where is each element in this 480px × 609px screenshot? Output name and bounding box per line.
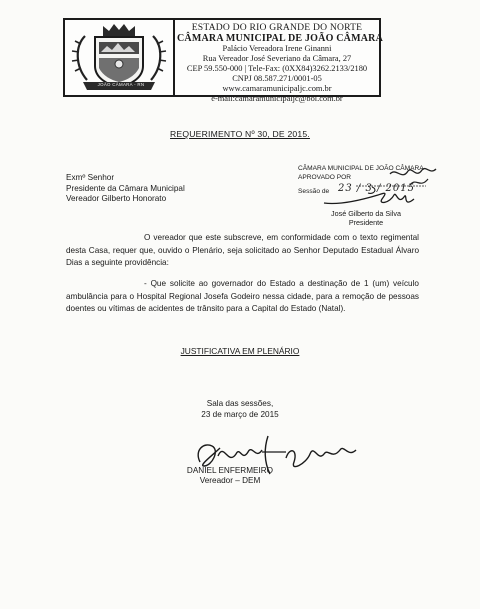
state-name: ESTADO DO RIO GRANDE DO NORTE [191, 22, 363, 33]
stamp-chamber: CÂMARA MUNICIPAL DE JOÃO CÂMARA [298, 165, 424, 172]
cnpj: CNPJ 08.587.271/0001-05 [232, 74, 322, 83]
letterhead-text [177, 22, 384, 104]
cep-phone: CEP 59.550-000 | Tele-Fax: (0XX84)3262.2133/2180 [186, 64, 368, 73]
addressee-line: Presidente da Câmara Municipal [66, 183, 185, 193]
request-paragraph: O vereador que este subscreve, em conformidade com o texto regimental desta Casa, requer que, ouvido o Plenário, seja solicitado ao Senhor Deputado Estadual Álvaro Dias a seguinte providência: [66, 233, 419, 267]
addressee-line: Vereador Gilberto Honorato [66, 194, 167, 203]
stamp-approved-label: APROVADO POR [298, 174, 352, 181]
closing-place: Sala das sessões, [206, 399, 274, 408]
signer-role: Vereador – DEM [199, 476, 261, 485]
stamp-session-date: 23 / 3 / 2015 [338, 183, 415, 194]
addressee-block [66, 173, 185, 205]
addressee-line: Exmº Senhor [66, 173, 115, 182]
chamber-name: CÂMARA MUNICIPAL DE JOÃO CÂMARA [177, 33, 384, 44]
palace-name: Palácio Vereadora Irene Ginanni [222, 44, 332, 53]
email: e-mail:camaramunicipaljc@bol.com.br [211, 94, 343, 103]
document-title: REQUERIMENTO Nº 30, DE 2015. [170, 129, 310, 139]
signer-name: DANIEL ENFERMEIRO [186, 466, 274, 475]
closing-block [0, 399, 480, 420]
closing-date: 23 de março de 2015 [201, 409, 279, 419]
street-address: Rua Vereador José Severiano da Câmara, 27 [202, 54, 352, 63]
stamp-signer-role: Presidente [348, 218, 384, 227]
signer-block [155, 466, 305, 486]
crest-panel [65, 20, 175, 95]
approval-stamp [298, 165, 438, 227]
letterhead [63, 18, 384, 103]
stamp-signer-name: José Gilberto da Silva [331, 209, 401, 218]
crest-ribbon-text: JOÃO CÂMARA - RN [97, 82, 145, 87]
stamp-handwriting-icon [298, 165, 438, 225]
stamp-session-label: Sessão de [298, 188, 330, 195]
website: www.camaramunicipaljc.com.br [222, 84, 332, 93]
justification-title: JUSTIFICATIVA EM PLENÁRIO [180, 346, 300, 356]
request-item: - Que solicite ao governador do Estado a destinação de 1 (um) veículo ambulância para o Hospital Regional Josefa Godeiro nessa cidade, para a remoção de pessoas doentes ou vítimas de acidentes de trânsito para a Capital do Estado (Natal). [66, 279, 419, 313]
